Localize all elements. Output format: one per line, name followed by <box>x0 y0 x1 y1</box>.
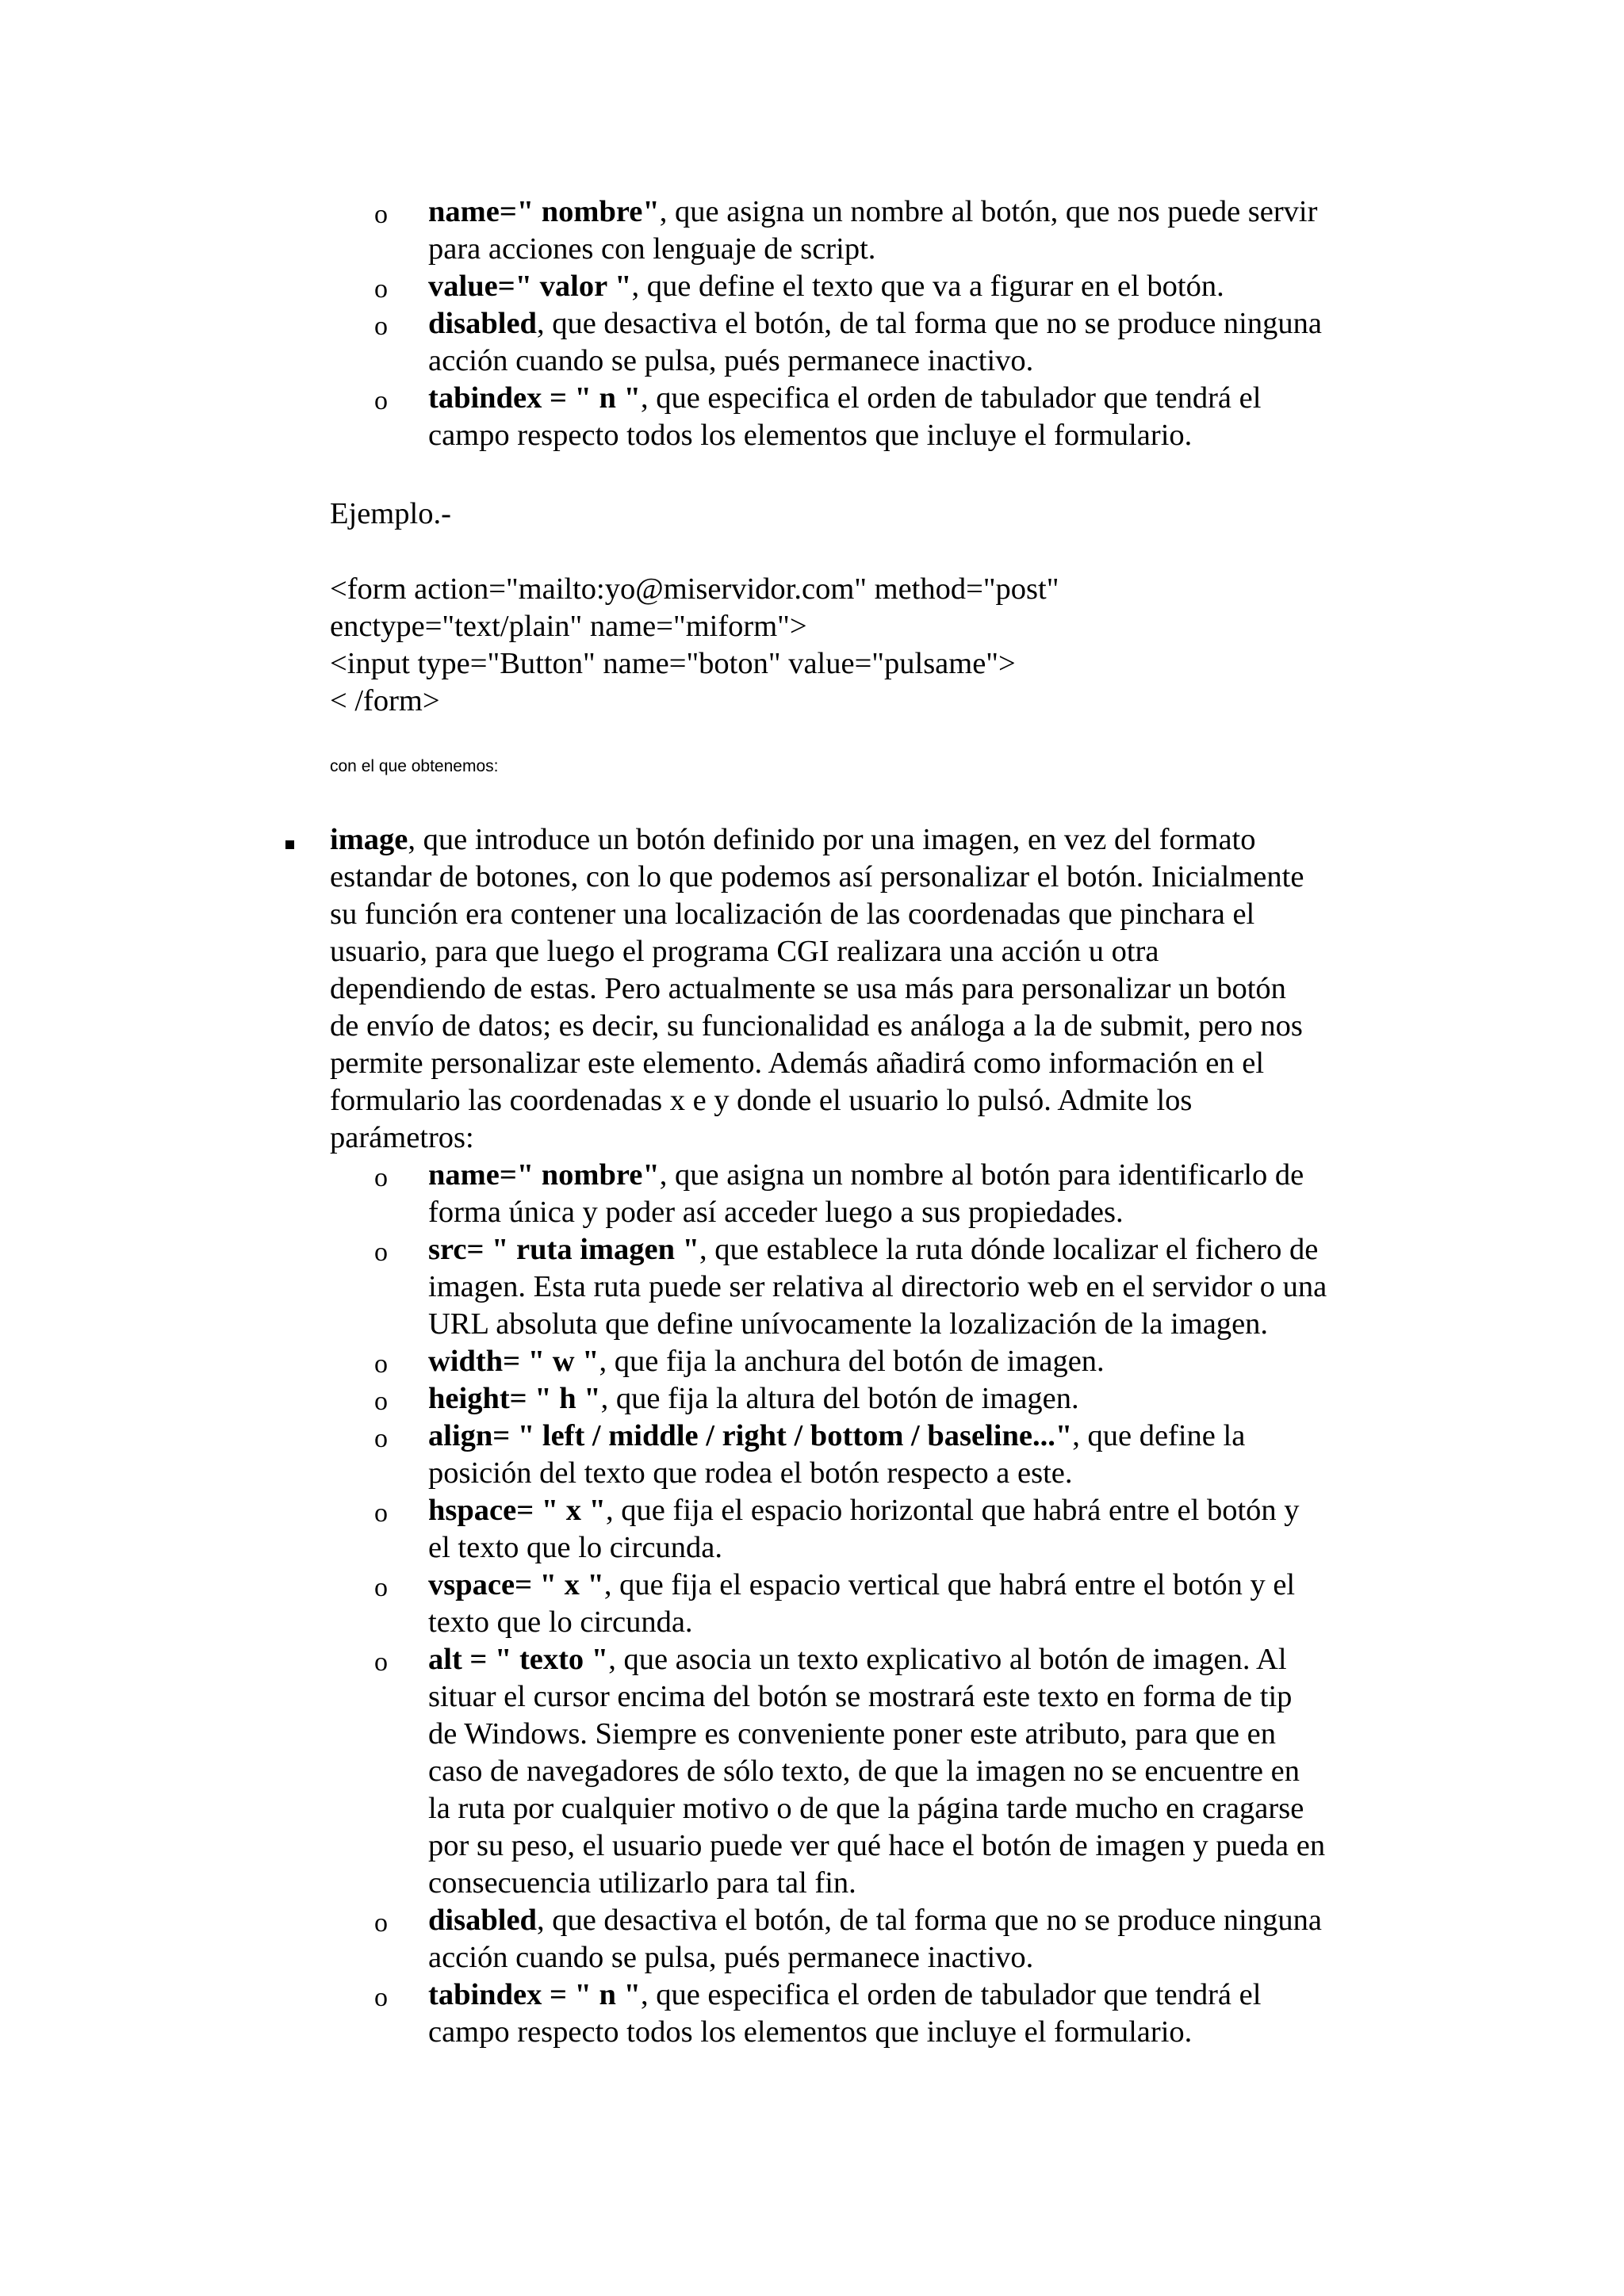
list-item <box>428 1976 1491 2051</box>
list-item <box>428 1567 1491 1641</box>
param-desc: URL absoluta que define unívocamente la lozalización de la imagen. <box>428 1307 1269 1341</box>
param-term: width= " w " <box>428 1345 599 1378</box>
code-line: <input type="Button" name="boton" value="pulsame"> <box>330 647 1016 680</box>
param-desc: , que fija la altura del botón de imagen. <box>600 1382 1079 1415</box>
list-bullet: o <box>374 1983 388 2012</box>
param-term: name=" nombre" <box>428 195 660 228</box>
list-item <box>428 1343 1491 1380</box>
param-desc: para acciones con lenguaje de script. <box>428 232 876 266</box>
list-bullet: o <box>374 386 388 415</box>
list-bullet: o <box>374 1349 388 1379</box>
item-desc: de envío de datos; es decir, su funcionalidad es análoga a la de submit, pero nos <box>330 1009 1303 1043</box>
list-bullet: o <box>374 1908 388 1938</box>
param-desc: por su peso, el usuario puede ver qué hace el botón de imagen y pueda en <box>428 1829 1326 1862</box>
list-item <box>428 193 1491 268</box>
list-bullet: o <box>374 1163 388 1192</box>
item-desc: su función era contener una localización de las coordenadas que pinchara el <box>330 897 1255 931</box>
item-desc: dependiendo de estas. Pero actualmente se usa más para personalizar un botón <box>330 972 1286 1005</box>
param-desc: , que asigna un nombre al botón para identificarlo de <box>659 1158 1304 1192</box>
list-bullet: o <box>374 1238 388 1267</box>
item-desc: parámetros: <box>330 1121 474 1154</box>
param-term: vspace= " x " <box>428 1568 604 1601</box>
param-term: height= " h " <box>428 1382 601 1415</box>
item-desc: formulario las coordenadas x e y donde el usuario lo pulsó. Admite los <box>330 1084 1193 1117</box>
list-bullet: o <box>374 1387 388 1416</box>
param-desc: campo respecto todos los elementos que incluye el formulario. <box>428 2015 1193 2049</box>
item-desc: usuario, para que luego el programa CGI realizara una acción u otra <box>330 935 1159 968</box>
param-desc: caso de navegadores de sólo texto, de que la imagen no se encuentre en <box>428 1755 1300 1788</box>
code-example <box>330 571 1059 720</box>
list-item <box>428 1157 1491 1231</box>
param-desc: , que define la <box>1072 1419 1246 1452</box>
result-note: con el que obtenemos: <box>330 757 499 775</box>
param-term: value=" valor " <box>428 270 632 303</box>
example-label: Ejemplo.- <box>330 497 451 530</box>
param-desc: , que desactiva el botón, de tal forma que no se produce ninguna <box>536 1904 1322 1937</box>
param-desc: , que fija el espacio horizontal que habrá entre el botón y <box>606 1494 1300 1527</box>
param-term: name=" nombre" <box>428 1158 660 1192</box>
param-desc: , que especifica el orden de tabulador que tendrá el <box>640 381 1262 415</box>
list-bullet: o <box>374 312 388 341</box>
list-item <box>428 380 1491 454</box>
item-term: image <box>330 823 408 856</box>
main-list-item-image <box>330 821 1488 1157</box>
param-desc: el texto que lo circunda. <box>428 1531 722 1564</box>
param-desc: , que fija la anchura del botón de imagen. <box>599 1345 1105 1378</box>
param-desc: , que asigna un nombre al botón, que nos puede servir <box>659 195 1318 228</box>
param-term: align= " left / middle / right / bottom / baseline..." <box>428 1419 1073 1452</box>
param-desc: consecuencia utilizarlo para tal fin. <box>428 1866 856 1900</box>
list-bullet: o <box>374 274 388 304</box>
list-bullet: o <box>374 1647 388 1677</box>
list-item <box>428 1231 1491 1343</box>
param-term: tabindex = " n " <box>428 1978 641 2011</box>
code-line: < /form> <box>330 684 440 718</box>
item-desc: , que introduce un botón definido por una imagen, en vez del formato <box>408 823 1256 856</box>
item-desc: estandar de botones, con lo que podemos así personalizar el botón. Inicialmente <box>330 860 1304 894</box>
param-desc: forma única y poder así acceder luego a sus propiedades. <box>428 1196 1124 1229</box>
param-desc: , que asocia un texto explicativo al botón de imagen. Al <box>608 1643 1287 1676</box>
list-bullet: o <box>374 1424 388 1453</box>
param-desc: la ruta por cualquier motivo o de que la página tarde mucho en cragarse <box>428 1792 1304 1825</box>
param-desc: , que especifica el orden de tabulador que tendrá el <box>640 1978 1262 2011</box>
param-desc: , que establece la ruta dónde localizar el fichero de <box>699 1233 1319 1266</box>
item-desc: permite personalizar este elemento. Además añadirá como información en el <box>330 1047 1265 1080</box>
param-desc: de Windows. Siempre es conveniente poner este atributo, para que en <box>428 1717 1276 1751</box>
list-item <box>428 268 1491 305</box>
param-term: disabled <box>428 307 537 340</box>
param-desc: situar el cursor encima del botón se mostrará este texto en forma de tip <box>428 1680 1293 1713</box>
list-bullet: o <box>374 1573 388 1602</box>
list-item <box>428 1492 1491 1567</box>
code-line: <form action="mailto:yo@miservidor.com" method="post" <box>330 572 1059 606</box>
param-desc: , que fija el espacio vertical que habrá entre el botón y el <box>603 1568 1296 1601</box>
code-line: enctype="text/plain" name="miform"> <box>330 610 807 643</box>
param-desc: campo respecto todos los elementos que incluye el formulario. <box>428 419 1193 452</box>
list-item <box>428 1380 1491 1418</box>
list-bullet: o <box>374 1498 388 1528</box>
param-desc: posición del texto que rodea el botón respecto a este. <box>428 1456 1073 1490</box>
param-term: alt = " texto " <box>428 1643 609 1676</box>
square-bullet-icon <box>285 840 294 849</box>
list-item <box>428 1902 1491 1976</box>
param-desc: , que define el texto que va a figurar en el botón. <box>631 270 1224 303</box>
param-desc: acción cuando se pulsa, pués permanece inactivo. <box>428 344 1034 377</box>
param-term: src= " ruta imagen " <box>428 1233 699 1266</box>
param-term: disabled <box>428 1904 537 1937</box>
param-desc: acción cuando se pulsa, pués permanece inactivo. <box>428 1941 1034 1974</box>
param-term: hspace= " x " <box>428 1494 607 1527</box>
param-desc: imagen. Esta ruta puede ser relativa al directorio web en el servidor o una <box>428 1270 1327 1303</box>
param-desc: , que desactiva el botón, de tal forma que no se produce ninguna <box>536 307 1322 340</box>
list-item <box>428 305 1491 380</box>
param-desc: texto que lo circunda. <box>428 1605 693 1639</box>
param-term: tabindex = " n " <box>428 381 641 415</box>
list-bullet: o <box>374 200 388 229</box>
list-item <box>428 1641 1491 1902</box>
list-item <box>428 1418 1491 1492</box>
